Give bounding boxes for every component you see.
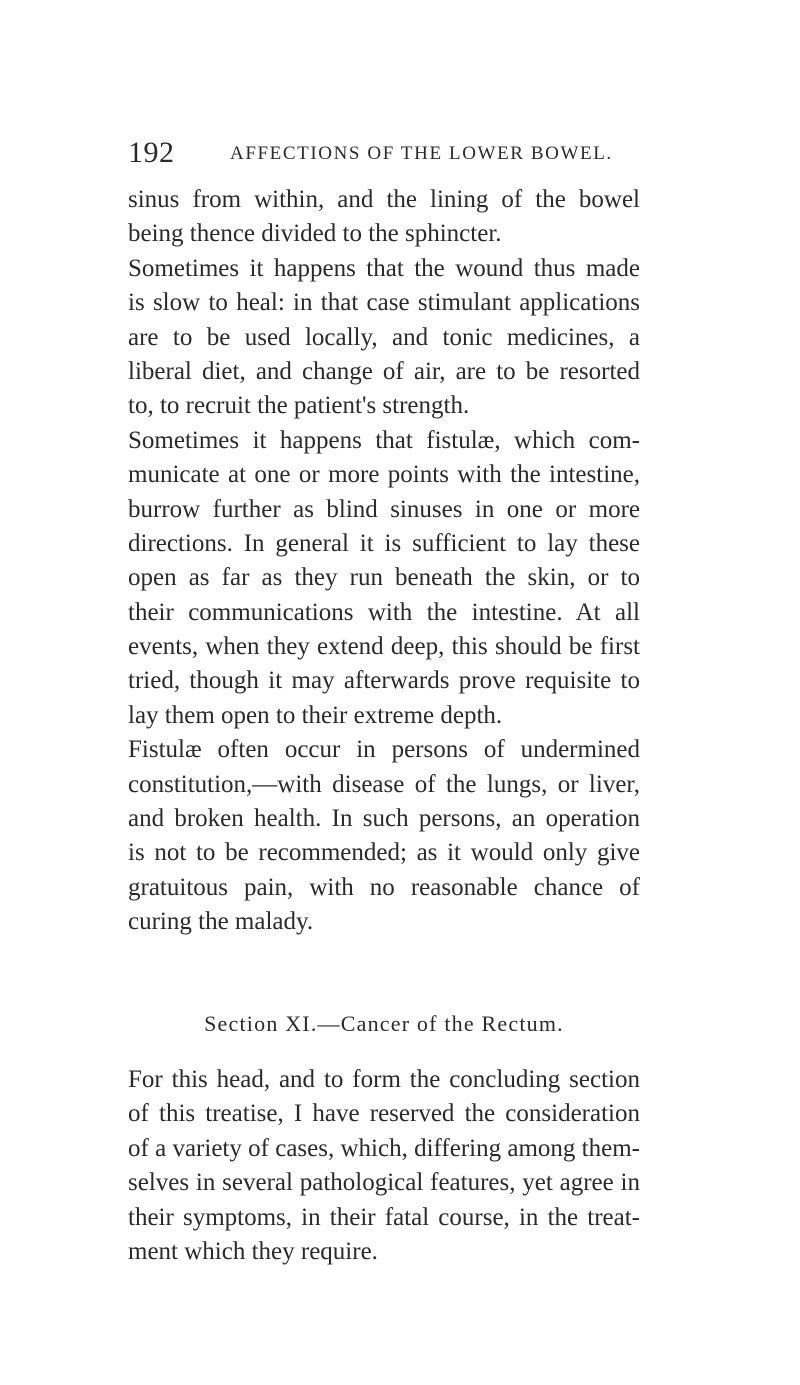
paragraph-start-line: For this head, and to form the concluding section (128, 1066, 640, 1093)
text-line: being thence divided to the sphincter. (128, 220, 502, 248)
text-line: open as far as they run beneath the skin, or to (128, 564, 640, 592)
body-text (128, 183, 640, 940)
text-line: tried, though it may afterwards prove requisite to (128, 667, 640, 695)
text-line: directions. In general it is sufficient to lay these (128, 529, 640, 557)
text-line: curing the malady. (128, 908, 314, 936)
text-line: their symptoms, in their fatal course, in the treat- (128, 1203, 640, 1231)
text-line: to, to recruit the patient's strength. (128, 392, 470, 420)
section-heading: Section XI.—Cancer of the Rectum. (204, 1011, 564, 1036)
text-line: is not to be recommended; as it would only give (128, 839, 640, 867)
text-line: of a variety of cases, which, differing among them- (128, 1134, 640, 1162)
text-line: lay them open to their extreme depth. (128, 701, 503, 729)
text-line: selves in several pathological features, yet agree in (128, 1169, 640, 1197)
section-text (128, 1063, 640, 1269)
text-line: their communications with the intestine. At all (128, 598, 640, 626)
text-line: liberal diet, and change of air, are to be resorted (128, 357, 640, 385)
text-line: sinus from within, and the lining of the bowel (128, 186, 640, 213)
text-line: municate at one or more points with the intestine, (128, 461, 640, 489)
paragraph-start-line: Fistulæ often occur in persons of undermined (128, 736, 640, 764)
page-number: 192 (128, 136, 175, 169)
text-line: is slow to heal: in that case stimulant applications (128, 289, 640, 317)
running-head (128, 136, 640, 170)
text-line: burrow further as blind sinuses in one or more (128, 495, 640, 523)
text-line: constitution,—with disease of the lungs, or liver, (128, 770, 640, 798)
running-title: AFFECTIONS OF THE LOWER BOWEL. (230, 143, 613, 164)
paragraph-start-line: Sometimes it happens that fistulæ, which com- (128, 426, 640, 454)
text-line: of this treatise, I have reserved the consideration (128, 1100, 640, 1128)
text-line: events, when they extend deep, this should be first (128, 633, 640, 661)
text-line: are to be used locally, and tonic medicines, a (128, 323, 640, 351)
paragraph-start-line: Sometimes it happens that the wound thus made (128, 254, 640, 282)
text-line: and broken health. In such persons, an operation (128, 805, 640, 833)
text-line: ment which they require. (128, 1237, 378, 1265)
text-line: gratuitous pain, with no reasonable chance of (128, 873, 640, 901)
